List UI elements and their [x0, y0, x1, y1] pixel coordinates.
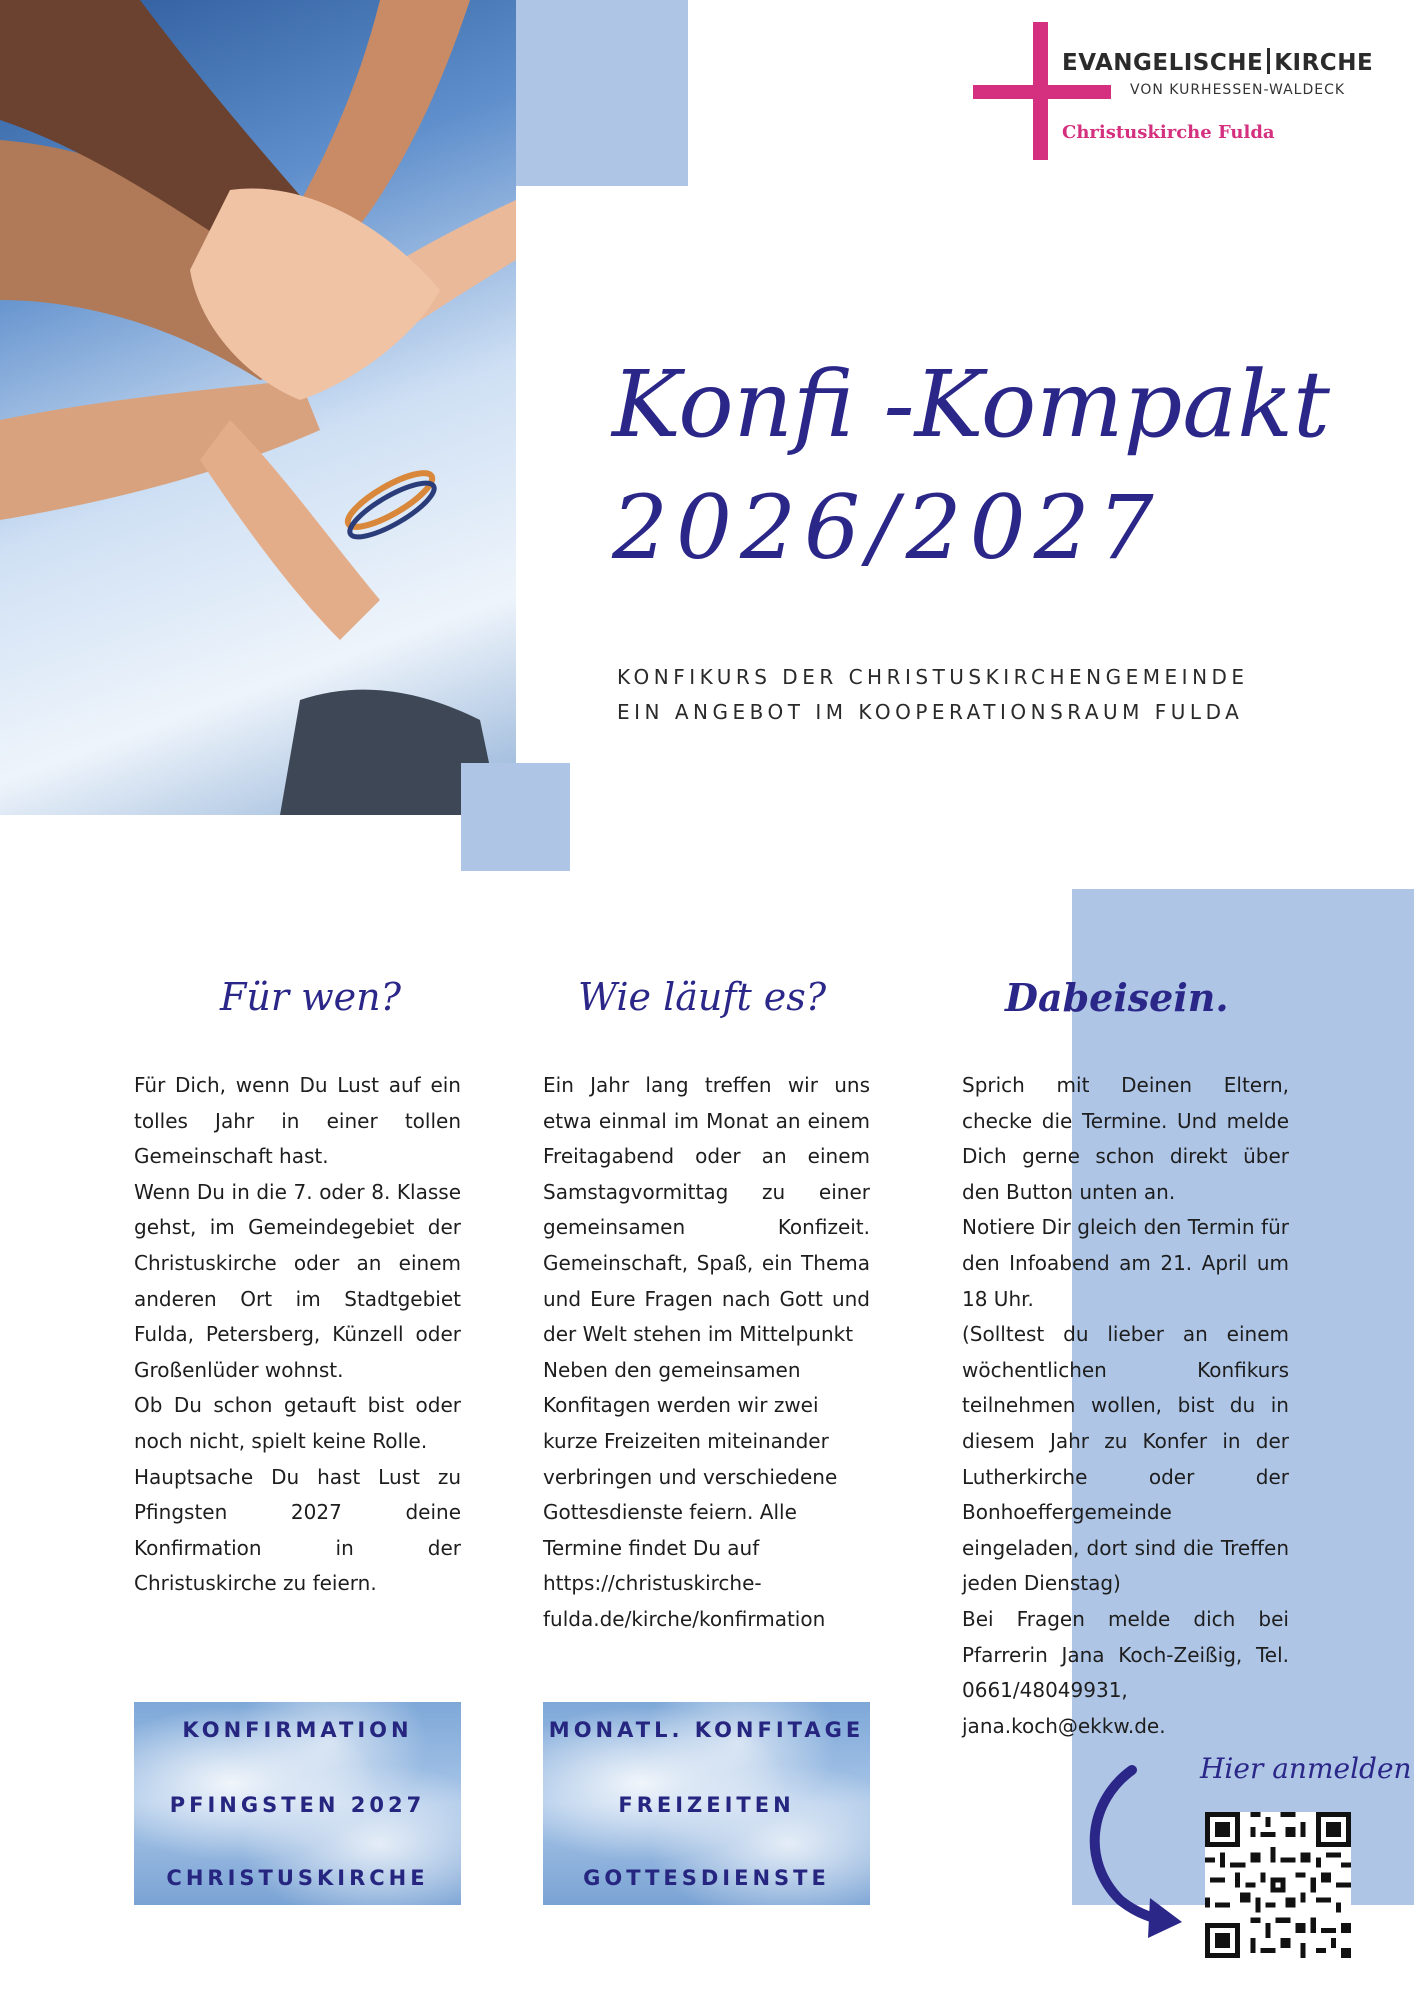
info-box-line: GOTTESDIENSTE	[583, 1866, 830, 1890]
heading-wie-laeuft-es: Wie läuft es?	[578, 975, 827, 1019]
logo-line-2: VON KURHESSEN-WALDECK	[1130, 82, 1346, 98]
paragraph: Sprich mit Deinen Eltern, checke die Termine. Und melde Dich gerne schon direkt über den Button unten an.	[962, 1073, 1289, 1204]
heading-dabeisein: Dabeisein.	[1005, 975, 1229, 1020]
logo-parish-name: Christuskirche Fulda	[1062, 122, 1275, 143]
logo-word-right: KIRCHE	[1274, 50, 1374, 76]
info-box-line: CHRISTUSKIRCHE	[166, 1866, 429, 1890]
info-box-line: KONFIRMATION	[182, 1718, 413, 1742]
logo-line-1	[1062, 48, 1373, 76]
heading-fuer-wen: Für wen?	[220, 975, 401, 1019]
decorative-square-top	[516, 0, 688, 186]
page-title	[612, 345, 1330, 590]
info-box-line: PFINGSTEN 2027	[169, 1793, 426, 1817]
paragraph: Wenn Du in die 7. oder 8. Klasse gehst, im Gemeindegebiet der Christuskirche oder an einem anderen Ort im Stadtgebiet Fulda, Petersberg, Künzell oder Großenlüder wohnst.	[134, 1179, 461, 1382]
curved-arrow-icon	[1070, 1760, 1200, 1940]
register-label: Hier anmelden	[1200, 1752, 1412, 1785]
decorative-square-middle	[461, 763, 570, 871]
subtitle	[617, 660, 1249, 730]
paragraph: Notiere Dir gleich den Termin für den Infoabend am 21. April um 18 Uhr.	[962, 1215, 1289, 1311]
church-logo	[970, 22, 1374, 162]
cross-icon-horizontal	[973, 85, 1111, 99]
paragraph: (Solltest du lieber an einem wöchentlichen Konfikurs teilnehmen wollen, bist du in diesem Jahr zu Konfer in der Lutherkirche oder der Bonhoeffergemeinde eingeladen, dort sind die Treffen jeden Dienstag)	[962, 1322, 1289, 1596]
subtitle-line-1: KONFIKURS DER CHRISTUSKIRCHENGEMEINDE	[617, 665, 1249, 689]
info-box-line: MONATL. KONFITAGE	[548, 1718, 865, 1742]
qr-code-icon[interactable]	[1205, 1812, 1351, 1958]
paragraph: Ob Du schon getauft bist oder noch nicht, spielt keine Rolle.	[134, 1393, 461, 1453]
title-line-2: 2026/2027	[612, 476, 1162, 579]
paragraph: Ein Jahr lang treffen wir uns etwa einmal im Monat an einem Freitagabend oder an einem Samstagvormittag zu einer gemeinsamen Konfizeit. Gemeinschaft, Spaß, ein Thema und Eure Fragen nach Gott und der Welt stehen im Mittelpunkt	[543, 1073, 870, 1347]
hands-illustration	[0, 0, 516, 815]
logo-word-left: EVANGELISCHE	[1062, 50, 1264, 76]
column-fuer-wen-text	[134, 1068, 461, 1602]
subtitle-line-2: EIN ANGEBOT IM KOOPERATIONSRAUM FULDA	[617, 700, 1244, 724]
logo-divider	[1267, 48, 1270, 74]
paragraph: Hauptsache Du hast Lust zu Pfingsten 2027 deine Konfirmation in der Christuskirche zu feiern.	[134, 1464, 461, 1596]
info-box-konfitage	[543, 1702, 870, 1905]
column-wie-laeuft-es-text	[543, 1068, 870, 1638]
title-line-1: Konfi -Kompakt	[612, 351, 1330, 458]
paragraph: Neben den gemeinsamen Konfitagen werden wir zwei kurze Freizeiten miteinander verbringen und verschiedene Gottesdienste feiern. Alle Termine findet Du auf https://christuskirche-fulda.de/kirche/konfirmation	[543, 1357, 838, 1631]
column-dabeisein-text	[962, 1068, 1289, 1744]
info-box-line: FREIZEITEN	[618, 1793, 795, 1817]
paragraph: Bei Fragen melde dich bei Pfarrerin Jana Koch-Zeißig, Tel. 0661/48049931, jana.koch@ekkw.de.	[962, 1606, 1289, 1738]
paragraph: Für Dich, wenn Du Lust auf ein tolles Jahr in einer tollen Gemeinschaft hast.	[134, 1073, 461, 1169]
hands-photo	[0, 0, 516, 815]
info-box-konfirmation	[134, 1702, 461, 1905]
